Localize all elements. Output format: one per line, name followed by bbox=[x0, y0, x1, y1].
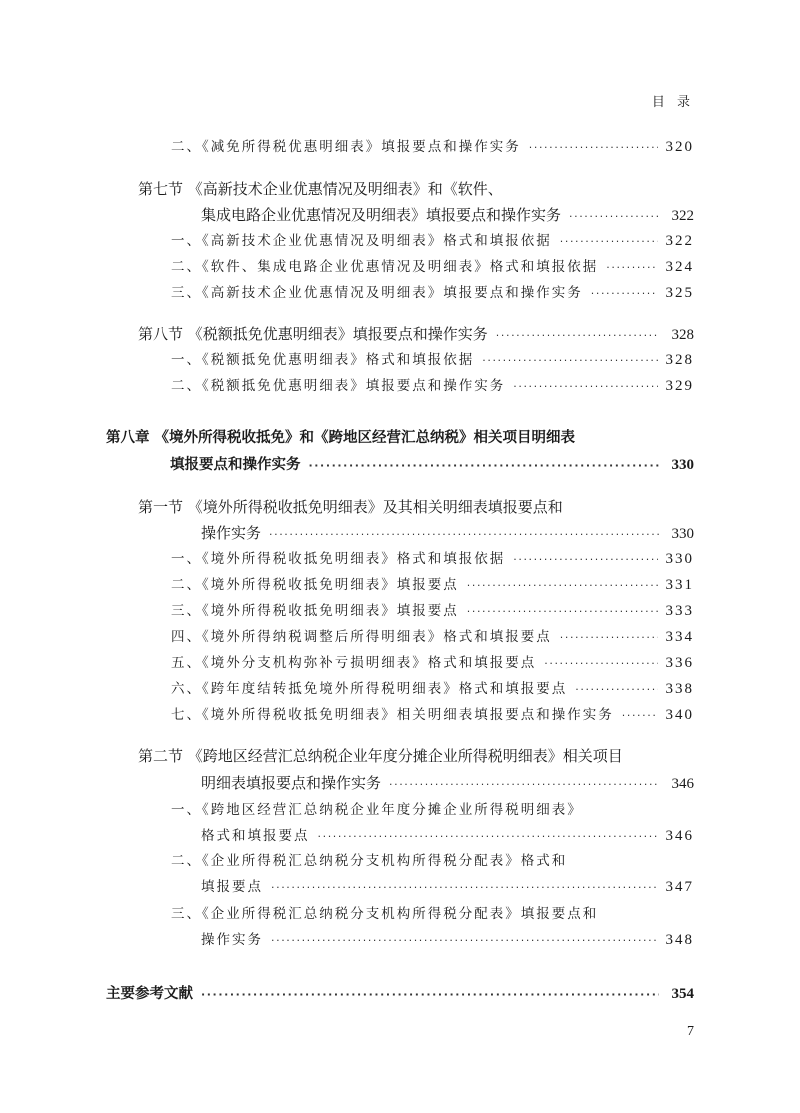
toc-entry-title: 明细表填报要点和操作实务 bbox=[201, 774, 382, 792]
toc-entry-title: 三、《高新技术企业优惠情况及明细表》填报要点和操作实务 bbox=[171, 285, 583, 301]
toc-entry-title: 一、《跨地区经营汇总纳税企业年度分摊企业所得税明细表》 bbox=[171, 802, 583, 818]
toc-chapter[interactable] bbox=[170, 454, 694, 476]
toc-entry-title: 第八章 《境外所得税收抵免》和《跨地区经营汇总纳税》相关项目明细表 bbox=[106, 430, 576, 446]
toc-entry[interactable] bbox=[171, 799, 583, 821]
toc-entry-title: 二、《软件、集成电路企业优惠情况及明细表》格式和填报依据 bbox=[171, 259, 599, 275]
dot-leader bbox=[389, 774, 659, 796]
toc-entry[interactable] bbox=[138, 323, 694, 345]
toc-entry[interactable] bbox=[171, 375, 694, 397]
toc-entry-title: 二、《税额抵免优惠明细表》填报要点和操作实务 bbox=[171, 378, 506, 394]
dot-leader bbox=[309, 455, 660, 477]
toc-entry-title: 五、《境外分支机构弥补亏损明细表》格式和填报要点 bbox=[171, 655, 537, 671]
toc-entry-title: 填报要点和操作实务 bbox=[170, 457, 301, 473]
toc-entry-page: 328 bbox=[671, 327, 694, 343]
toc-entry[interactable] bbox=[171, 626, 694, 648]
toc-entry-page: 338 bbox=[665, 681, 694, 697]
toc-entry[interactable] bbox=[171, 903, 598, 925]
toc-entry[interactable] bbox=[171, 678, 694, 700]
toc-entry-title: 四、《境外所得纳税调整后所得明细表》格式和填报要点 bbox=[171, 629, 552, 645]
toc-entry-page: 334 bbox=[665, 629, 694, 645]
dot-leader bbox=[569, 206, 659, 228]
toc-entry-title: 一、《高新技术企业优惠情况及明细表》格式和填报依据 bbox=[171, 233, 552, 249]
dot-leader bbox=[467, 575, 658, 597]
toc-entry-page: 322 bbox=[665, 233, 694, 249]
toc-entry-title: 填报要点 bbox=[201, 879, 263, 895]
toc-entry-title: 二、《减免所得税优惠明细表》填报要点和操作实务 bbox=[171, 139, 521, 155]
toc-entry-page: 331 bbox=[665, 577, 694, 593]
toc-entry-title: 第二节 《跨地区经营汇总纳税企业年度分摊企业所得税明细表》相关项目 bbox=[138, 747, 623, 765]
toc-entry[interactable] bbox=[201, 204, 694, 226]
toc-entry[interactable] bbox=[171, 230, 694, 252]
toc-entry[interactable] bbox=[171, 850, 567, 872]
toc-entry[interactable] bbox=[201, 522, 694, 544]
toc-entry[interactable] bbox=[171, 652, 694, 674]
dot-leader bbox=[544, 653, 657, 675]
toc-entry[interactable] bbox=[138, 178, 503, 200]
dot-leader bbox=[513, 376, 657, 398]
toc-entry[interactable] bbox=[138, 745, 623, 767]
toc-entry-title: 第八节 《税额抵免优惠明细表》填报要点和操作实务 bbox=[138, 325, 488, 343]
toc-entry-title: 一、《税额抵免优惠明细表》格式和填报依据 bbox=[171, 352, 475, 368]
dot-leader bbox=[271, 930, 658, 952]
toc-entry[interactable] bbox=[201, 929, 694, 951]
toc-entry[interactable] bbox=[171, 704, 694, 726]
toc-entry[interactable] bbox=[171, 548, 694, 570]
toc-entry-title: 七、《境外所得税收抵免明细表》相关明细表填报要点和操作实务 bbox=[171, 707, 614, 723]
dot-leader bbox=[513, 549, 657, 571]
toc-entry[interactable] bbox=[201, 825, 694, 847]
toc-entry-page: 322 bbox=[671, 208, 694, 224]
dot-leader bbox=[529, 137, 658, 159]
toc-entry-title: 六、《跨年度结转抵免境外所得税明细表》格式和填报要点 bbox=[171, 681, 568, 697]
page-number: 7 bbox=[687, 1024, 694, 1039]
toc-entry-page: 354 bbox=[671, 986, 694, 1002]
toc-entry-page: 336 bbox=[665, 655, 694, 671]
dot-leader bbox=[606, 257, 657, 279]
dot-leader bbox=[482, 350, 657, 372]
dot-leader bbox=[560, 627, 658, 649]
dot-leader bbox=[575, 679, 657, 701]
toc-entry-title: 操作实务 bbox=[201, 524, 262, 542]
toc-entry[interactable] bbox=[171, 600, 694, 622]
toc-entry-title: 操作实务 bbox=[201, 932, 263, 948]
toc-entry[interactable] bbox=[171, 349, 694, 371]
dot-leader bbox=[622, 705, 658, 727]
dot-leader bbox=[201, 984, 659, 1006]
dot-leader bbox=[318, 826, 658, 848]
toc-entry-title: 第七节 《高新技术企业优惠情况及明细表》和《软件、 bbox=[138, 180, 503, 198]
dot-leader bbox=[591, 283, 658, 305]
toc-entry[interactable] bbox=[171, 282, 694, 304]
dot-leader bbox=[467, 601, 658, 623]
toc-entry-page: 348 bbox=[665, 932, 694, 948]
toc-entry[interactable] bbox=[201, 772, 694, 794]
toc-entry-page: 325 bbox=[665, 285, 694, 301]
toc-entry-page: 346 bbox=[671, 776, 694, 792]
dot-leader bbox=[271, 877, 658, 899]
toc-entry-page: 330 bbox=[671, 457, 694, 473]
dot-leader bbox=[269, 524, 659, 546]
toc-entry-page: 329 bbox=[665, 378, 694, 394]
toc-entry-title: 集成电路企业优惠情况及明细表》填报要点和操作实务 bbox=[201, 206, 562, 224]
toc-entry-title: 一、《境外所得税收抵免明细表》格式和填报依据 bbox=[171, 551, 506, 567]
toc-entry-title: 三、《境外所得税收抵免明细表》填报要点 bbox=[171, 603, 459, 619]
toc-references[interactable] bbox=[106, 983, 694, 1005]
toc-entry-page: 340 bbox=[665, 707, 694, 723]
toc-entry-page: 330 bbox=[671, 526, 694, 542]
toc-entry[interactable] bbox=[201, 876, 694, 898]
toc-entry-page: 330 bbox=[665, 551, 694, 567]
toc-entry-page: 347 bbox=[665, 879, 694, 895]
toc-entry-page: 346 bbox=[665, 828, 694, 844]
toc-entry-title: 第一节 《境外所得税收抵免明细表》及其相关明细表填报要点和 bbox=[138, 498, 563, 516]
toc-entry[interactable] bbox=[171, 136, 694, 158]
toc-entry-title: 三、《企业所得税汇总纳税分支机构所得税分配表》填报要点和 bbox=[171, 906, 599, 922]
toc-entry-page: 333 bbox=[665, 603, 694, 619]
toc-entry[interactable] bbox=[138, 496, 563, 518]
toc-entry-title: 格式和填报要点 bbox=[201, 828, 310, 844]
toc-entry[interactable] bbox=[171, 256, 694, 278]
dot-leader bbox=[496, 325, 659, 347]
toc-entry[interactable] bbox=[171, 574, 694, 596]
toc-entry-page: 328 bbox=[665, 352, 694, 368]
toc-entry-title: 主要参考文献 bbox=[106, 986, 193, 1002]
toc-entry-title: 二、《境外所得税收抵免明细表》填报要点 bbox=[171, 577, 459, 593]
running-header: 目 录 bbox=[651, 95, 694, 110]
toc-entry-page: 320 bbox=[665, 139, 694, 155]
toc-chapter[interactable] bbox=[106, 427, 575, 449]
toc-entry-page: 324 bbox=[665, 259, 694, 275]
toc-entry-title: 二、《企业所得税汇总纳税分支机构所得税分配表》格式和 bbox=[171, 853, 568, 869]
dot-leader bbox=[560, 231, 658, 253]
